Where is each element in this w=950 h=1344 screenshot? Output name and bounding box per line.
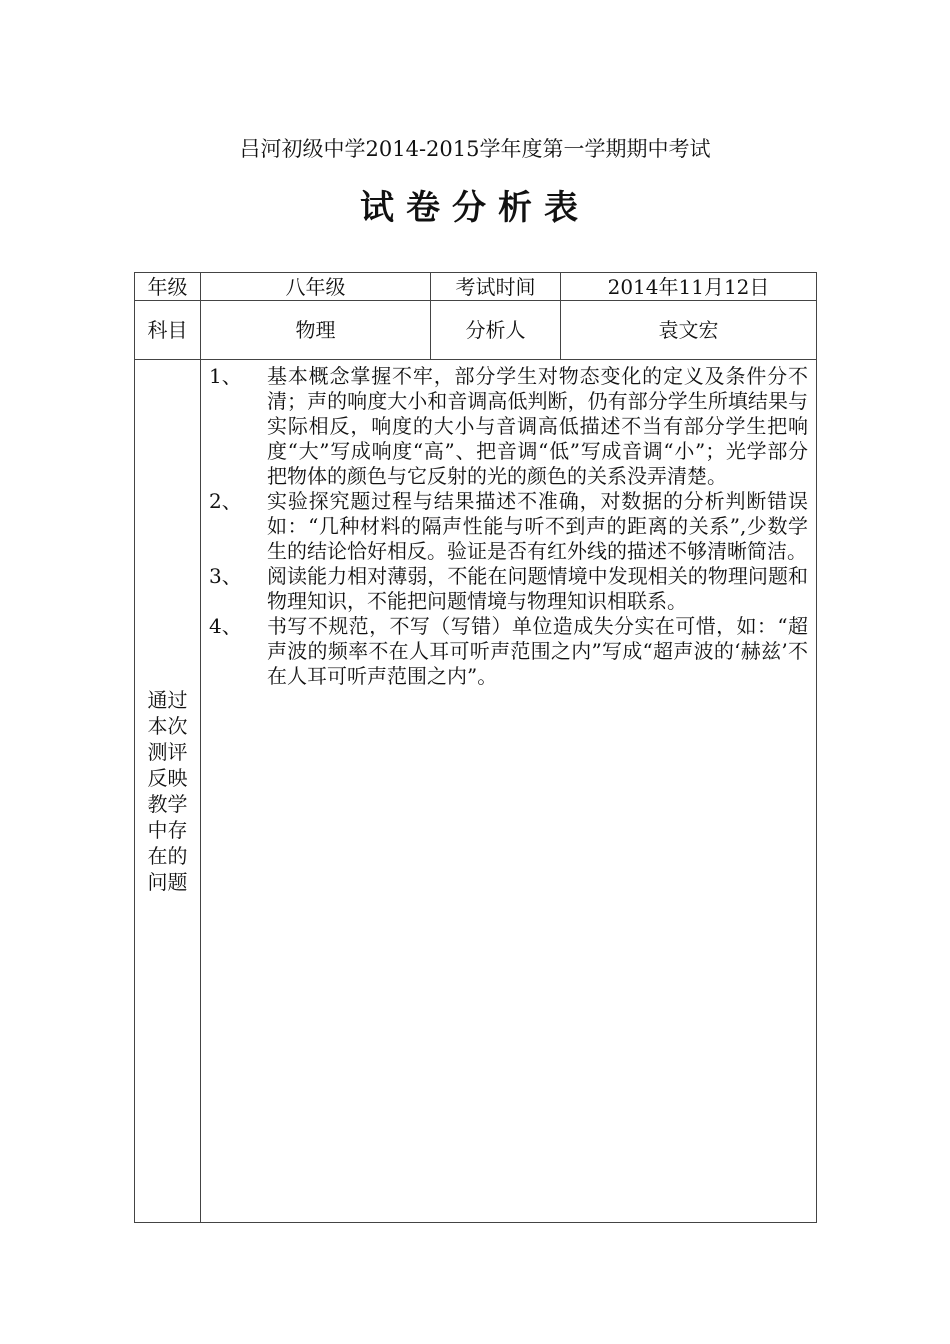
issue-number: 4、 <box>209 614 242 638</box>
document-title: 试卷分析表 <box>360 188 590 228</box>
issue-text: 实验探究题过程与结果描述不准确，对数据的分析判断错误如：“几种材料的隔声性能与听不到声的距离的关系”,少数学生的结论恰好相反。验证是否有红外线的描述不够清晰简洁。 <box>267 489 808 563</box>
issue-number: 1、 <box>209 364 242 388</box>
exam-time-label: 考试时间 <box>431 273 561 301</box>
table-row-issues <box>135 360 817 1223</box>
issue-item-1 <box>209 364 808 489</box>
issue-item-2 <box>209 489 808 564</box>
subject-value: 物理 <box>201 301 431 360</box>
issue-text: 基本概念掌握不牢，部分学生对物态变化的定义及条件分不清；声的响度大小和音调高低判断，仍有部分学生所填结果与实际相反，响度的大小与音调高低描述不当有部分学生把响度“大”写成响度“高”、把音调“低”写成音调“小”；光学部分把物体的颜色与它反射的光的颜色的关系没弄清楚。 <box>267 364 808 488</box>
analysis-table <box>134 272 817 1223</box>
issue-text: 书写不规范，不写（写错）单位造成失分实在可惜，如：“超声波的频率不在人耳可听声范围之内”写成“超声波的‘赫兹’不在人耳可听声范围之内”。 <box>267 614 808 688</box>
table-row-grade <box>135 273 817 301</box>
document-subtitle: 吕河初级中学2014-2015学年度第一学期期中考试 <box>239 137 711 161</box>
issue-item-3 <box>209 564 808 614</box>
issue-number: 2、 <box>209 489 242 513</box>
table-row-subject <box>135 301 817 360</box>
grade-value: 八年级 <box>201 273 431 301</box>
issue-text: 阅读能力相对薄弱，不能在问题情境中发现相关的物理问题和物理知识，不能把问题情境与物理知识相联系。 <box>267 564 808 613</box>
grade-label: 年级 <box>135 273 201 301</box>
issues-content <box>201 360 817 1223</box>
exam-time-value: 2014年11月12日 <box>561 273 817 301</box>
issue-number: 3、 <box>209 564 242 588</box>
issues-label-cell <box>135 360 201 1223</box>
analyst-value: 袁文宏 <box>561 301 817 360</box>
issues-label: 通过本次测评反映教学中存在的问题 <box>147 688 188 894</box>
issue-item-4 <box>209 614 808 689</box>
subject-label: 科目 <box>135 301 201 360</box>
analyst-label: 分析人 <box>431 301 561 360</box>
